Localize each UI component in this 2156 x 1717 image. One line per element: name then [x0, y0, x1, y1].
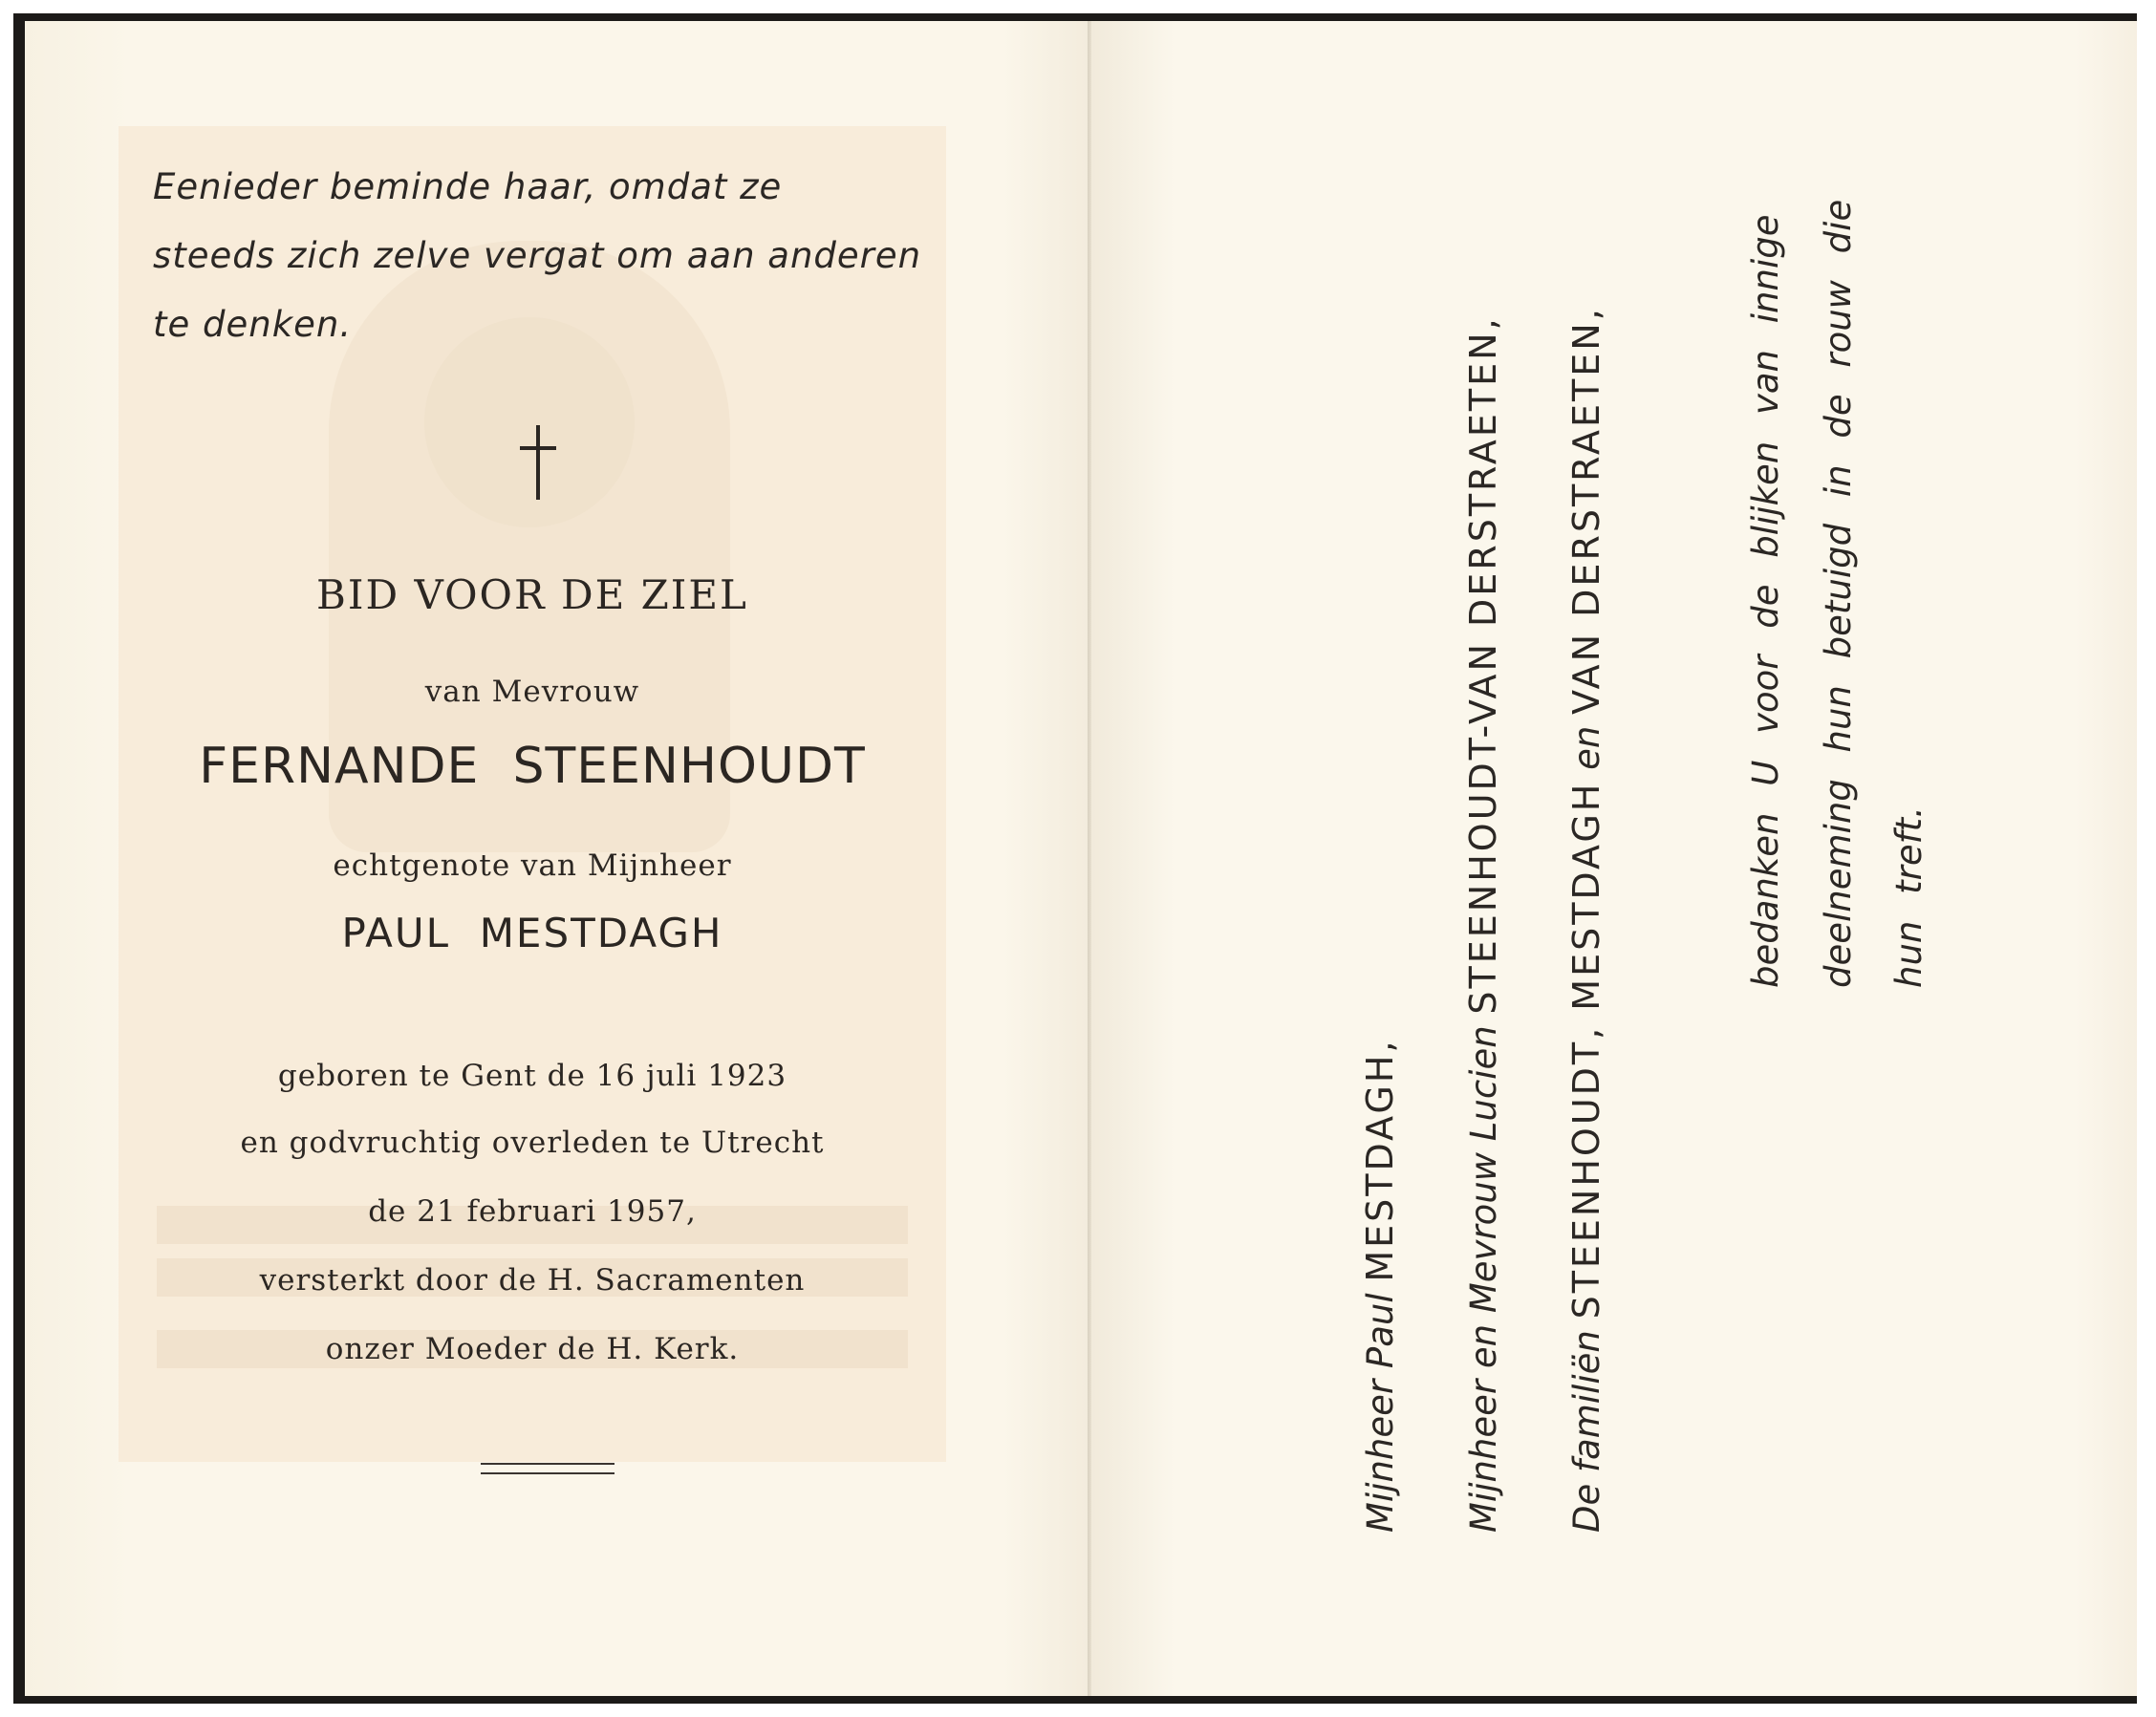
prayer-heading: BID VOOR DE ZIEL: [316, 571, 748, 618]
family-line-2: Mijnheer en Mevrouw Lucien STEENHOUDT-VAN DERSTRAETEN,: [1462, 315, 1504, 1533]
divider-rule: [481, 1463, 614, 1465]
family-line-3: De familiën STEENHOUDT, MESTDAGH en VAN DERSTRAETEN,: [1565, 306, 1607, 1533]
spouse-intro: echtgenote van Mijnheer: [333, 848, 732, 883]
sacraments-line: versterkt door de H. Sacramenten: [259, 1263, 806, 1298]
right-page: [1091, 21, 2137, 1696]
verse-line: steeds zich zelve vergat om aan anderen: [153, 235, 922, 276]
thanks-line-2: deelneming hun betuigd in de rouw die: [1818, 199, 1859, 988]
family-line-1: Mijnheer Paul MESTDAGH,: [1359, 1038, 1401, 1533]
church-line: onzer Moeder de H. Kerk.: [325, 1332, 740, 1366]
deceased-name: FERNANDE STEENHOUDT: [199, 738, 866, 795]
death-line: en godvruchtig overleden te Utrecht: [240, 1126, 825, 1160]
verse-line: Eenieder beminde haar, omdat ze: [153, 166, 783, 207]
cross-icon: [510, 425, 568, 500]
thanks-line-3: hun treft.: [1888, 806, 1930, 988]
verse-line: te denken.: [153, 304, 353, 345]
divider-rule: [481, 1472, 614, 1474]
verse: [153, 153, 927, 359]
thanks-line-1: bedanken U voor de blijken van innige: [1745, 214, 1786, 988]
death-date-line: de 21 februari 1957,: [368, 1194, 697, 1229]
fold-line: [1088, 21, 1091, 1696]
spouse-name: PAUL MESTDAGH: [341, 910, 723, 956]
birth-line: geboren te Gent de 16 juli 1923: [277, 1059, 787, 1093]
intro-text: van Mevrouw: [424, 675, 640, 709]
